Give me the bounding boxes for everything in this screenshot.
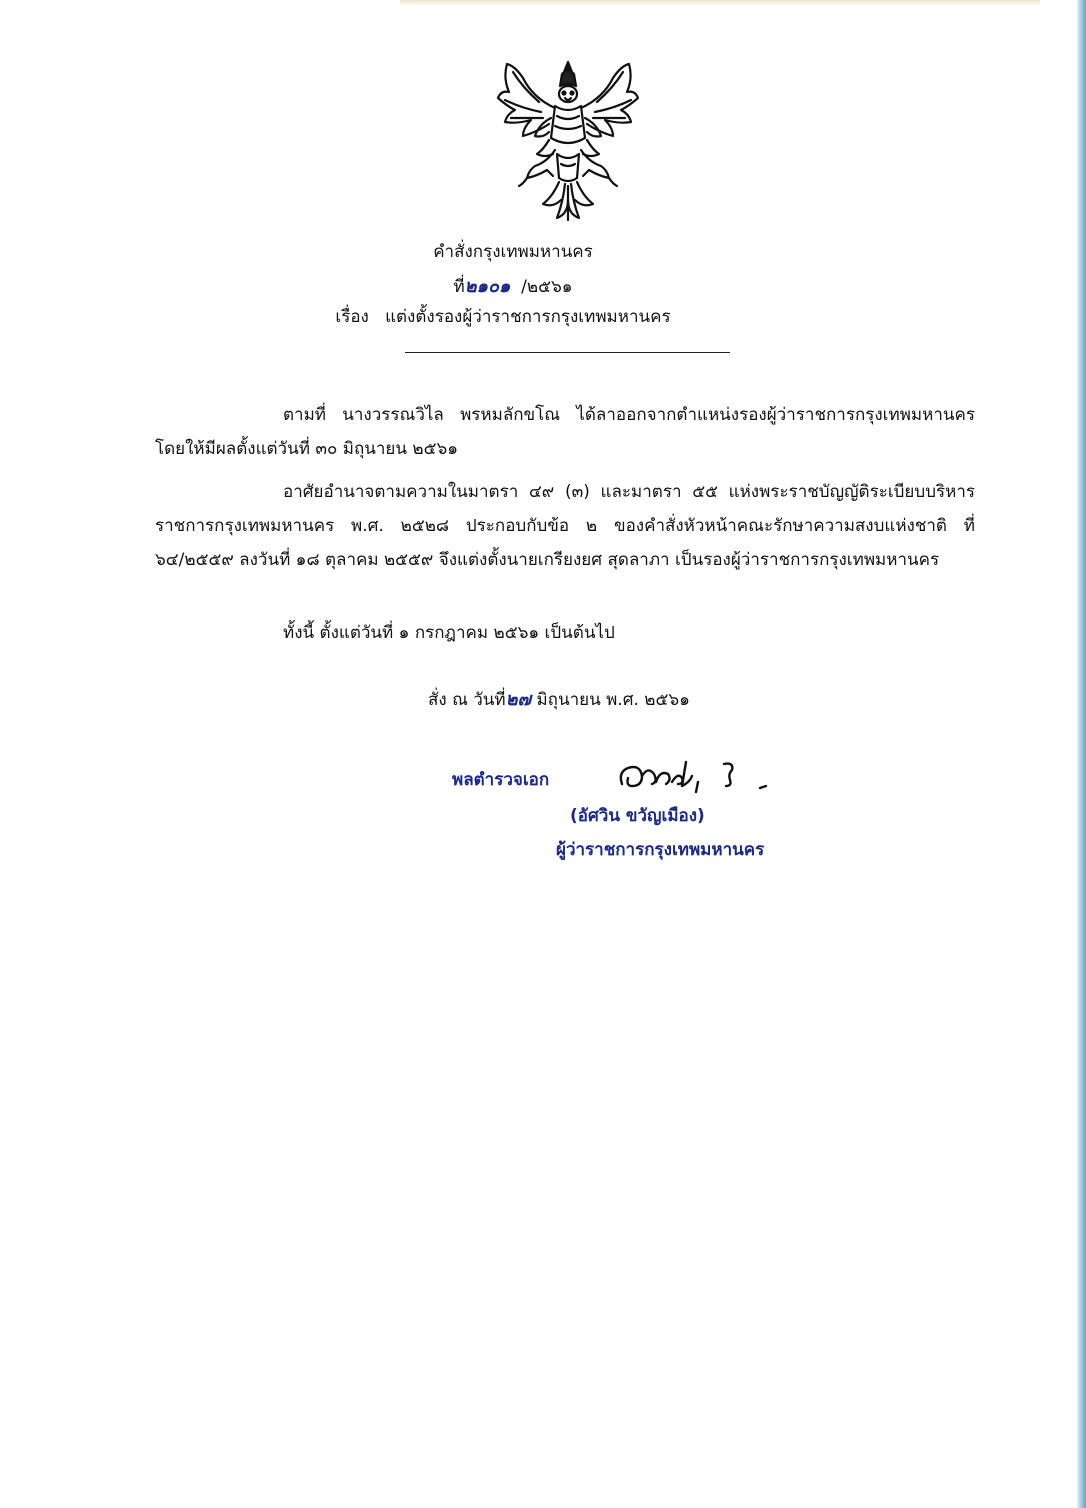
paragraph-3-text: ทั้งนี้ ตั้งแต่วันที่ ๑ กรกฎาคม ๒๕๖๑ เป็นต้นไป xyxy=(283,623,615,643)
order-date-prefix: สั่ง ณ วันที่ xyxy=(428,690,506,710)
order-date xyxy=(428,684,690,713)
subject-label: เรื่อง xyxy=(335,307,369,327)
signatory-position: ผู้ว่าราชการกรุงเทพมหานคร xyxy=(556,840,765,860)
signatory-name: (อัศวิน ขวัญเมือง) xyxy=(570,806,705,826)
paragraph-2 xyxy=(155,475,975,577)
order-date-suffix: มิถุนายน พ.ศ. ๒๕๖๑ xyxy=(531,690,690,710)
signatory-rank: พลตำรวจเอก xyxy=(452,770,550,790)
paragraph-1 xyxy=(155,398,975,466)
subject-text: แต่งตั้งรองผู้ว่าราชการกรุงเทพมหานคร xyxy=(385,307,671,327)
paragraph-2-text: อาศัยอำนาจตามความในมาตรา ๔๙ (๓) และมาตรา ๕๕ แห่งพระราชบัญญัติระเบียบบริหารราชการกรุงเทพมหานคร พ.ศ. ๒๕๒๘ ประกอบกับข้อ ๒ ของคำสั่งหัวหน้าคณะรักษาความสงบแห่งชาติ ที่ ๖๔/๒๕๕๙ ลงวันที่ ๑๘ ตุลาคม ๒๕๕๙ จึงแต่งตั้งนายเกรียงยศ สุดลาภา เป็นรองผู้ว่าราชการกรุงเทพมหานคร xyxy=(155,482,975,570)
header-divider xyxy=(405,352,730,353)
scan-edge-right xyxy=(1076,0,1086,1508)
order-date-day: ๒๗ xyxy=(505,689,532,710)
scan-edge-top xyxy=(400,0,1040,6)
garuda-emblem-icon xyxy=(493,58,643,223)
handwritten-signature xyxy=(612,752,772,802)
document-subject xyxy=(0,303,1046,330)
number-handwritten: ๒๑๐๑ xyxy=(464,276,511,297)
number-prefix: ที่ xyxy=(453,277,465,297)
document-number xyxy=(0,271,1056,300)
paragraph-3 xyxy=(155,616,975,650)
paragraph-1-text: ตามที่ นางวรรณวิไล พรหมลักขโณ ได้ลาออกจากตำแหน่งรองผู้ว่าราชการกรุงเทพมหานคร โดยให้มีผลตั้งแต่วันที่ ๓๐ มิถุนายน ๒๕๖๑ xyxy=(155,405,975,459)
number-suffix: /๒๕๖๑ xyxy=(521,277,573,297)
document-title: คำสั่งกรุงเทพมหานคร xyxy=(433,242,593,262)
